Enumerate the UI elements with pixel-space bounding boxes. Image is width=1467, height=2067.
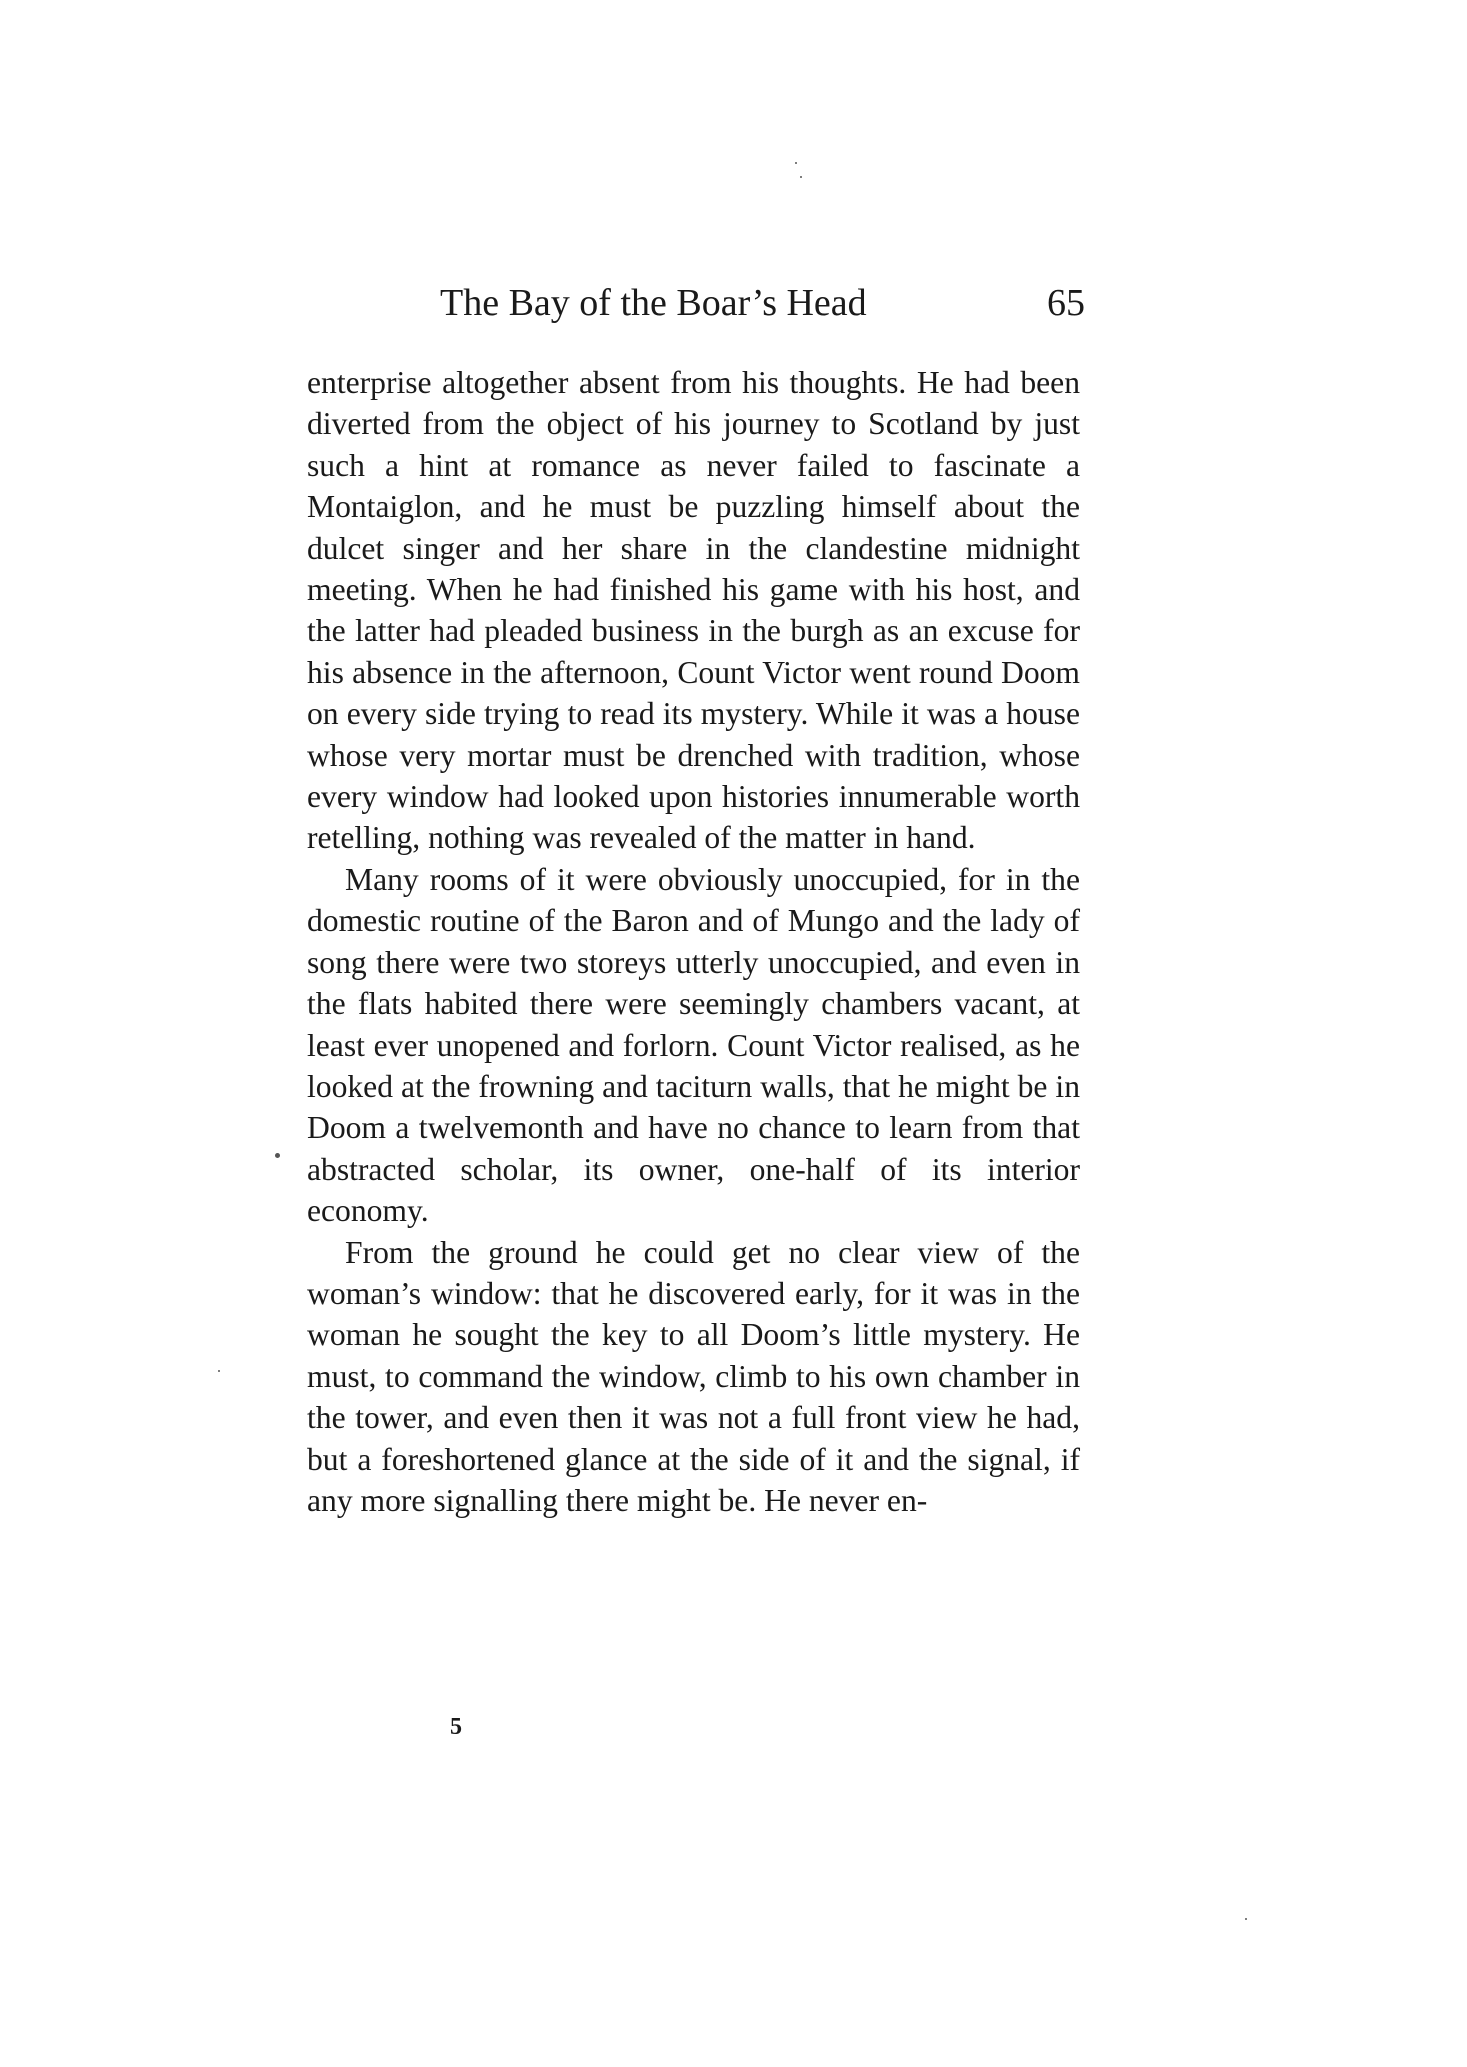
paragraph-2: Many rooms of it were obviously unoccupied, for in the domestic routine of the Baron and of Mungo and the lady of song there were two storeys utterly unoccupied, and even in the flats habited there were seemingly chambers vacant, at least ever unopened and forlorn. Count Victor realised, as he looked at the frowning and taciturn walls, that he might be in Doom a twelvemonth and have no chance to learn from that abstracted scholar, its owner, one-half of its interior economy. <box>307 861 1080 1229</box>
paper-speck <box>795 162 797 164</box>
paper-speck <box>218 1370 220 1372</box>
signature-mark: 5 <box>450 1714 462 1740</box>
paragraph-3: From the ground he could get no clear view of the woman’s window: that he discovered early, for it was in the woman he sought the key to all Doom’s little mystery. He must, to command the window, climb to his own chamber in the tower, and even then it was not a full front view he had, but a foreshortened glance at the side of it and the signal, if any more signalling there might be. He never en- <box>307 1234 1080 1518</box>
paper-speck <box>800 176 802 178</box>
running-head <box>440 278 1085 328</box>
running-title: The Bay of the Boar’s Head <box>440 282 867 324</box>
body-text <box>307 362 1080 1521</box>
paper-speck <box>275 1153 280 1158</box>
page-number: 65 <box>1047 282 1085 324</box>
paper-speck <box>1245 1918 1247 1920</box>
paragraph-1: enterprise altogether absent from his thoughts. He had been diverted from the object of his journey to Scotland by just such a hint at romance as never failed to fascinate a Montaiglon, and he must be puzzling himself about the dulcet singer and her share in the clandestine midnight meeting. When he had finished his game with his host, and the latter had pleaded business in the burgh as an excuse for his absence in the afternoon, Count Victor went round Doom on every side trying to read its mystery. While it was a house whose very mortar must be drenched with tradition, whose every window had looked upon histories innumerable worth retelling, nothing was revealed of the matter in hand. <box>307 365 1080 856</box>
